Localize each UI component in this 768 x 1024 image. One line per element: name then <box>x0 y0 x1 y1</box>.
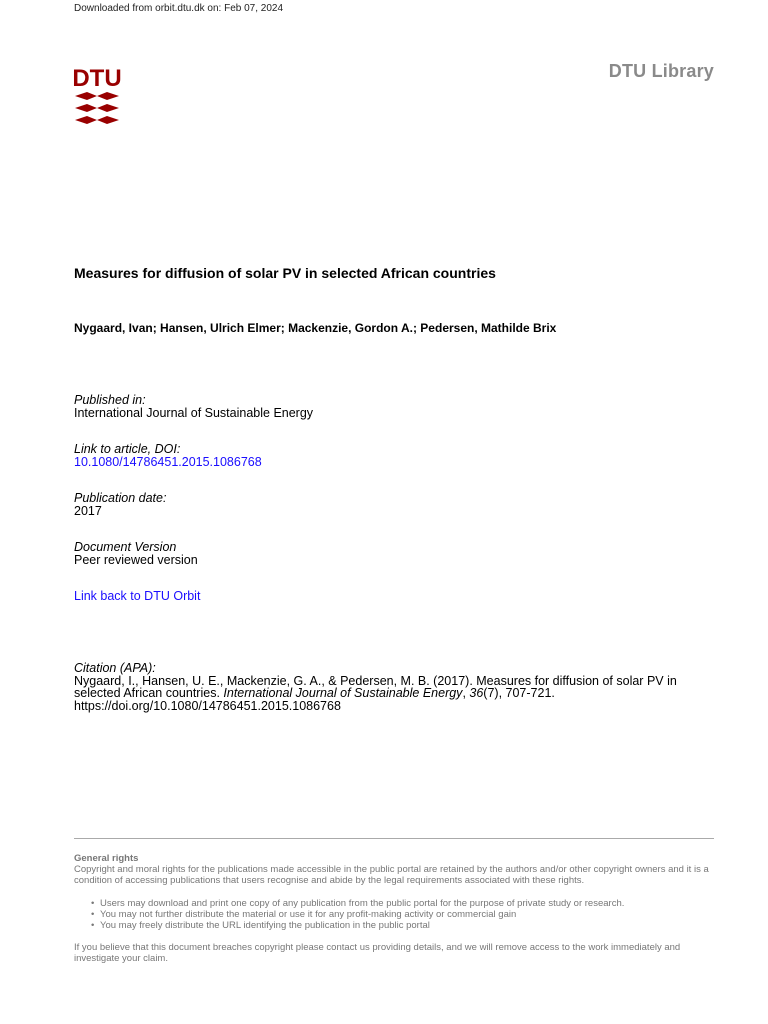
rights-list <box>100 898 719 931</box>
document-version-value: Peer reviewed version <box>74 553 198 567</box>
rights-bullet: • You may freely distribute the URL identifying the publication in the public portal <box>100 920 719 931</box>
doi-block <box>74 443 262 469</box>
citation-authors-title: Nygaard, I., Hansen, U. E., Mackenzie, G. A., & Pedersen, M. B. (2017). Measures for diffusion of solar PV in selected African countries. <box>74 673 677 700</box>
rights-heading: General rights <box>74 853 139 864</box>
published-in-value: International Journal of Sustainable Energy <box>74 406 314 420</box>
citation-journal: International Journal of Sustainable Energy <box>223 686 463 700</box>
rights-footer: If you believe that this document breaches copyright please contact us providing details, and we will remove access to the work immediately and investigate your claim. <box>74 942 681 964</box>
published-in-label: Published in: <box>74 393 146 407</box>
citation-block <box>74 662 714 712</box>
citation-sep: , <box>462 686 470 700</box>
rights-bullet: • Users may download and print one copy of any publication from the public portal for the purpose of private study or research. <box>100 898 719 909</box>
citation-label: Citation (APA): <box>74 661 156 675</box>
general-rights <box>74 853 719 964</box>
rights-paragraph: Copyright and moral rights for the publications made accessible in the public portal are retained by the authors and/or other copyright owners and it is a condition of accessing publications that users recognise and abide by the legal requirements associated with these rights. <box>74 864 709 886</box>
logo-waves-icon <box>75 92 119 124</box>
logo-text: DTU <box>72 65 122 92</box>
paper-title: Measures for diffusion of solar PV in selected African countries <box>74 265 496 281</box>
download-note: Downloaded from orbit.dtu.dk on: Feb 07, 2024 <box>74 3 284 14</box>
dtu-library-label: DTU Library <box>608 61 714 81</box>
document-version-label: Document Version <box>74 540 177 554</box>
dtu-logo <box>72 64 122 126</box>
publication-date-value: 2017 <box>74 504 102 518</box>
publication-date <box>74 492 166 518</box>
citation-volume: 36 <box>469 686 484 700</box>
citation-pages: (7), 707-721. <box>483 686 555 700</box>
doi-link[interactable]: 10.1080/14786451.2015.1086768 <box>74 455 262 469</box>
citation-text <box>74 675 714 713</box>
document-version <box>74 541 198 567</box>
paper-authors: Nygaard, Ivan; Hansen, Ulrich Elmer; Mackenzie, Gordon A.; Pedersen, Mathilde Brix <box>74 321 557 335</box>
published-in <box>74 394 313 420</box>
rights-bullet: • You may not further distribute the material or use it for any profit-making activity or commercial gain <box>100 909 719 920</box>
divider <box>74 838 714 839</box>
dtu-orbit-link[interactable]: Link back to DTU Orbit <box>74 589 201 603</box>
doi-label: Link to article, DOI: <box>74 442 181 456</box>
citation-url: https://doi.org/10.1080/14786451.2015.1086768 <box>74 698 341 713</box>
publication-date-label: Publication date: <box>74 491 167 505</box>
